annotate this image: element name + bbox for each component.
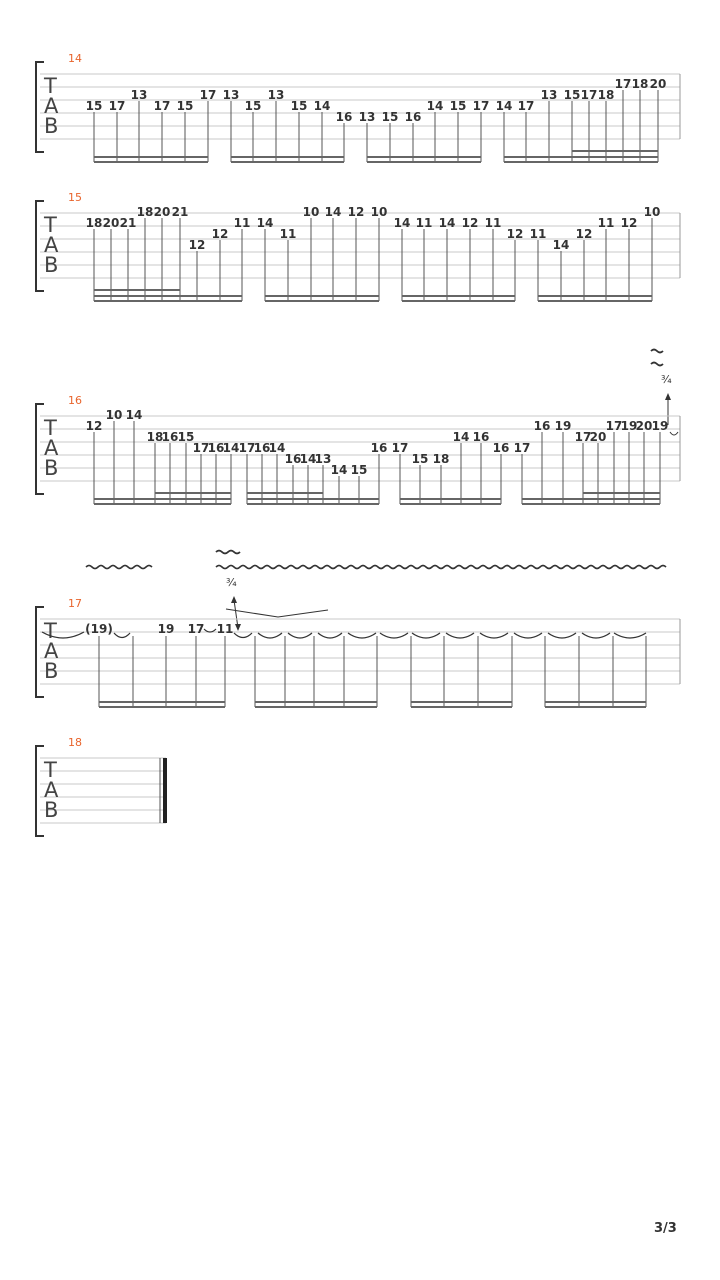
wide-vibrato-icon — [216, 551, 240, 554]
measure-number: 15 — [68, 191, 82, 204]
fret-number: 11 — [233, 216, 251, 230]
tab-letter-t: T — [44, 619, 57, 643]
tab-letter-b: B — [44, 253, 59, 277]
fret-number: 11 — [216, 622, 234, 636]
fret-number: 18 — [597, 88, 615, 102]
tab-letter-b: B — [44, 659, 59, 683]
fret-number: 16 — [533, 419, 551, 433]
tab-letter-t: T — [44, 416, 57, 440]
fret-number: 14 — [330, 463, 348, 477]
fret-number: 17 — [614, 77, 632, 91]
fret-number: 17 — [192, 441, 210, 455]
staff-lines — [40, 74, 680, 139]
fret-number: 14 — [324, 205, 342, 219]
fret-number: 14 — [125, 408, 143, 422]
fret-number: 14 — [299, 452, 317, 466]
measure-number: 17 — [68, 597, 82, 610]
fret-number: 17 — [472, 99, 490, 113]
fret-number: 13 — [267, 88, 285, 102]
fret-number: 16 — [284, 452, 302, 466]
fret-number: 11 — [529, 227, 547, 241]
fret-number: 17 — [391, 441, 409, 455]
tie-icon — [670, 432, 678, 435]
system-2 — [36, 191, 680, 302]
fret-number: 14 — [552, 238, 570, 252]
fret-number: 13 — [358, 110, 376, 124]
fret-number: (19) — [85, 622, 113, 636]
tab-letter-t: T — [44, 758, 57, 782]
fret-number: 14 — [495, 99, 513, 113]
fret-number: 13 — [314, 452, 332, 466]
fret-number: 16 — [472, 430, 490, 444]
tab-letter-a: A — [44, 436, 59, 460]
fret-number: 11 — [279, 227, 297, 241]
fret-number: 16 — [492, 441, 510, 455]
fret-number: 19 — [651, 419, 669, 433]
fret-number: 19 — [554, 419, 572, 433]
bend-arrow-icon — [234, 600, 238, 628]
fret-number: 17 — [238, 441, 256, 455]
fret-number: 20 — [102, 216, 120, 230]
fret-number: 20 — [589, 430, 607, 444]
fret-number: 15 — [290, 99, 308, 113]
fret-number: 18 — [631, 77, 649, 91]
fret-number: 20 — [649, 77, 667, 91]
fret-number: 17 — [199, 88, 217, 102]
release-arrowhead-icon — [235, 624, 241, 631]
beams — [94, 150, 658, 163]
fret-number: 12 — [211, 227, 229, 241]
fret-number: 15 — [244, 99, 262, 113]
fret-number: 17 — [108, 99, 126, 113]
fret-number: 12 — [575, 227, 593, 241]
vibrato-icon — [651, 363, 663, 366]
fret-number: 12 — [85, 419, 103, 433]
fret-number: 20 — [153, 205, 171, 219]
system-4 — [36, 551, 680, 709]
fret-number: 10 — [302, 205, 320, 219]
system-3 — [36, 350, 680, 506]
fret-number: 10 — [105, 408, 123, 422]
fret-number: 18 — [136, 205, 154, 219]
fret-number: 12 — [620, 216, 638, 230]
fret-number: 11 — [415, 216, 433, 230]
fret-number: 19 — [157, 622, 175, 636]
note-stems — [94, 218, 652, 301]
fret-number: 21 — [171, 205, 189, 219]
fret-number: 11 — [597, 216, 615, 230]
fret-number: 13 — [540, 88, 558, 102]
tab-letter-b: B — [44, 798, 59, 822]
fret-number: 10 — [370, 205, 388, 219]
fret-number: 11 — [484, 216, 502, 230]
page-number: 3/3 — [654, 1221, 677, 1236]
fret-number: 14 — [426, 99, 444, 113]
fret-number: 16 — [207, 441, 225, 455]
tab-letter-t: T — [44, 74, 57, 98]
vibrato-line — [216, 566, 666, 569]
fret-number: 12 — [347, 205, 365, 219]
bend-arrowhead-icon — [231, 596, 237, 603]
staff-lines — [40, 758, 166, 823]
fret-number: 17 — [574, 430, 592, 444]
fret-number: 16 — [370, 441, 388, 455]
fret-number: 16 — [404, 110, 422, 124]
tab-letter-a: A — [44, 778, 59, 802]
tab-letter-a: A — [44, 639, 59, 663]
fret-number: 14 — [393, 216, 411, 230]
fret-number: 16 — [253, 441, 271, 455]
tab-letter-b: B — [44, 456, 59, 480]
fret-number: 15 — [411, 452, 429, 466]
measure-number: 18 — [68, 736, 82, 749]
fret-number: 17 — [187, 622, 205, 636]
tab-letter-t: T — [44, 213, 57, 237]
fret-number: 21 — [119, 216, 137, 230]
measure-number: 14 — [68, 52, 82, 65]
tab-letter-a: A — [44, 233, 59, 257]
fret-number: 14 — [313, 99, 331, 113]
tab-letter-a: A — [44, 94, 59, 118]
fret-number: 17 — [153, 99, 171, 113]
fret-numbers — [86, 205, 661, 252]
system-1 — [36, 52, 680, 163]
measure-number: 16 — [68, 394, 82, 407]
fret-number: 13 — [222, 88, 240, 102]
fret-number: 15 — [176, 99, 194, 113]
fret-number: 12 — [188, 238, 206, 252]
fret-numbers — [86, 408, 669, 477]
whammy-dip-icon — [226, 609, 328, 617]
bend-amount-label: ¾ — [226, 576, 237, 589]
fret-number: 17 — [580, 88, 598, 102]
tab-letter-b: B — [44, 114, 59, 138]
fret-number: 17 — [517, 99, 535, 113]
bend-amount-label: ¾ — [661, 373, 672, 386]
fret-number: 12 — [506, 227, 524, 241]
fret-number: 18 — [432, 452, 450, 466]
fret-number: 20 — [635, 419, 653, 433]
beams — [94, 492, 660, 505]
vibrato-icon — [651, 350, 663, 353]
fret-number: 14 — [452, 430, 470, 444]
fret-number: 13 — [130, 88, 148, 102]
fret-number: 17 — [513, 441, 531, 455]
fret-number: 17 — [605, 419, 623, 433]
fret-number: 14 — [222, 441, 240, 455]
fret-number: 14 — [268, 441, 286, 455]
fret-number: 18 — [85, 216, 103, 230]
fret-number: 15 — [85, 99, 103, 113]
vibrato-icon — [86, 566, 152, 569]
fret-number: 15 — [350, 463, 368, 477]
fret-number: 12 — [461, 216, 479, 230]
fret-number: 14 — [256, 216, 274, 230]
fret-number: 19 — [620, 419, 638, 433]
fret-numbers — [85, 622, 233, 636]
fret-number: 16 — [335, 110, 353, 124]
bend-arrowhead-icon — [665, 393, 671, 400]
fret-number: 15 — [449, 99, 467, 113]
beams — [94, 289, 652, 302]
beams — [99, 701, 646, 708]
fret-number: 18 — [146, 430, 164, 444]
fret-number: 14 — [438, 216, 456, 230]
fret-number: 15 — [177, 430, 195, 444]
staff-lines — [40, 619, 680, 684]
fret-number: 10 — [643, 205, 661, 219]
fret-number: 15 — [381, 110, 399, 124]
fret-number: 16 — [161, 430, 179, 444]
fret-number: 15 — [563, 88, 581, 102]
system-5 — [36, 736, 167, 836]
final-barline-thick — [163, 758, 167, 823]
